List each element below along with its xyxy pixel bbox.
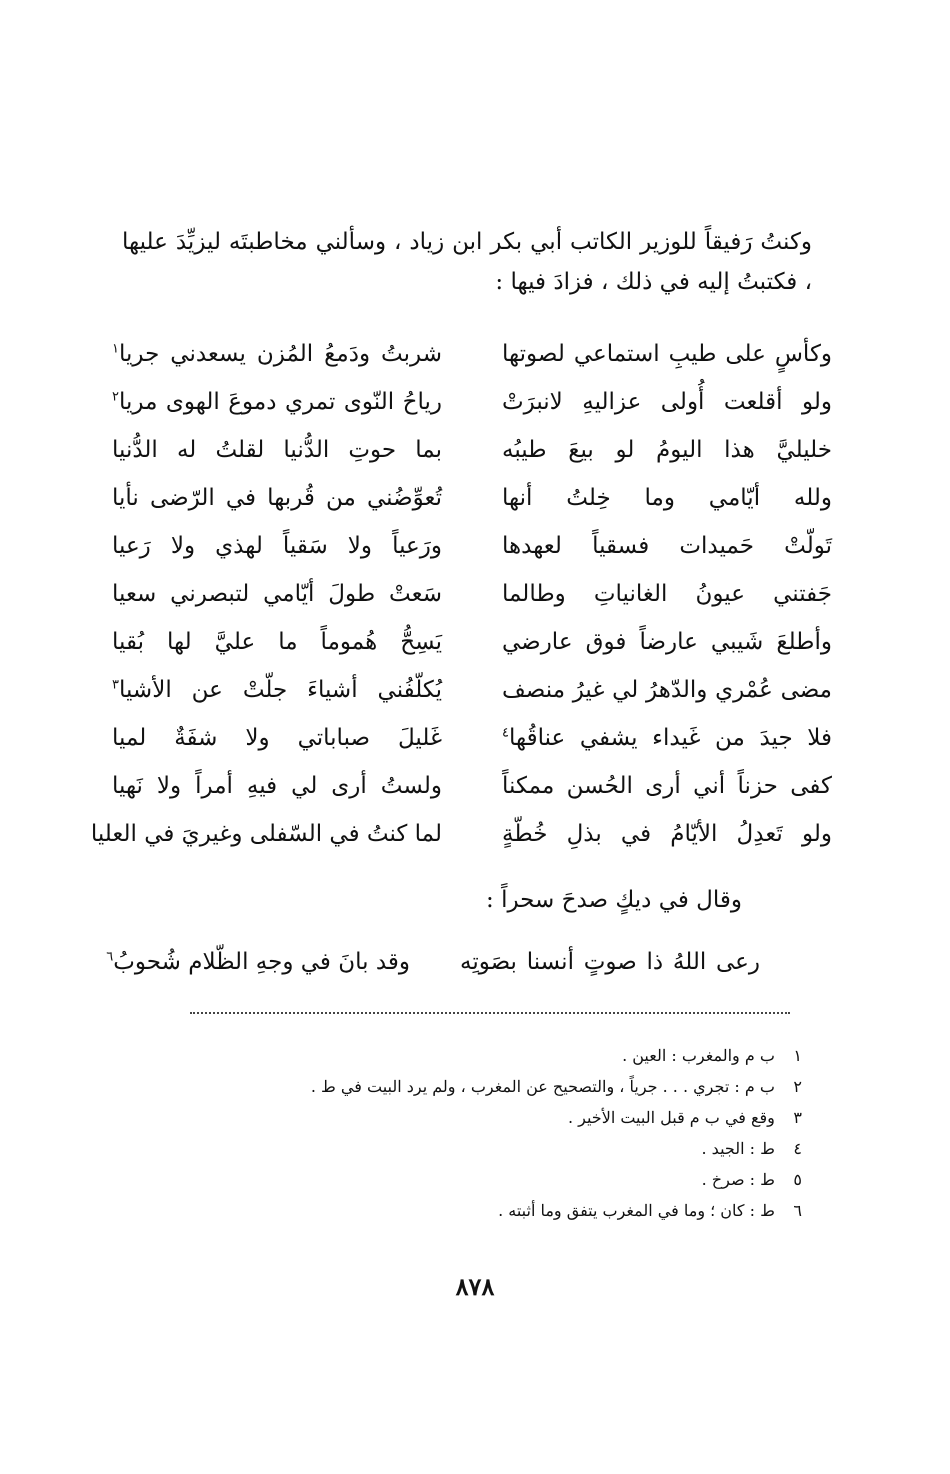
- verse-3-first-hemistich: خليليَّ هذا اليومُ لو بيعَ طيبُه: [502, 437, 832, 463]
- second-poem-second-hemistich: [106, 938, 410, 986]
- verse-3-second-hemistich: بما حوتِ الدُّنيا لقلتُ له الدُّنيا: [112, 437, 442, 463]
- verse-3: [112, 426, 832, 474]
- verse-10-first-hemistich: كفى حزناً أني أرى الحُسن ممكناً: [502, 773, 832, 799]
- footnote: [162, 1040, 802, 1071]
- verse-8: [112, 666, 832, 714]
- verse-7-first-hemistich: وأطلعَ شَيبي عارضاً فوق عارضي: [502, 629, 832, 655]
- second-poem-first-hemistich: رعى اللهُ ذا صوتٍ أنسنا بصَوتِه: [460, 949, 760, 975]
- verse-1-second-hemistich: [112, 330, 442, 378]
- second-poem-second-text: وقد بانَ في وجهِ الظّلام شُحوبُ: [113, 949, 410, 975]
- verse-11: [90, 810, 832, 858]
- footnote-number: ٢: [793, 1077, 802, 1096]
- intro-text: وكنتُ رَفيقاً للوزير الكاتب أبي بكر ابن زياد ، وسألني مخاطبتَه ليزيِّدَ عليها ، فكتبتُ إليه في ذلك ، فزادَ فيها :: [122, 229, 812, 295]
- footnote-number: ١: [793, 1046, 802, 1065]
- verse-5: [112, 522, 832, 570]
- intro-paragraph: [122, 222, 812, 302]
- verse-11-first-hemistich: ولو تَعدِلُ الأيّامُ في بذلِ خُطّةٍ: [502, 821, 832, 847]
- second-poem-intro: وقال في ديكٍ صدحَ سحراً :: [486, 887, 742, 913]
- footnote-text: ط : كان ؛ وما في المغرب يتفق وما أثبته .: [498, 1201, 775, 1220]
- footnote-ref-1: ١: [112, 341, 119, 357]
- verse-1: [112, 330, 832, 378]
- footnote-number: ٦: [793, 1201, 802, 1220]
- footnote-text: ط : صرخ .: [701, 1170, 775, 1189]
- footnote-ref-4: ٤: [502, 725, 509, 741]
- verse-2: [112, 378, 832, 426]
- verse-1-first-hemistich: وكأسٍ على طيبِ استماعي لصوتها: [502, 341, 832, 367]
- verse-7-second-hemistich: يَسِحُّ هُموماً ما عليَّ لها بُقيا: [112, 629, 442, 655]
- footnote-ref-6: ٦: [106, 949, 114, 965]
- verse-2-second-text: رياحُ النّوى تمري دموعَ الهوى مريا: [118, 389, 442, 415]
- footnote: [162, 1164, 802, 1195]
- verse-8-second-hemistich: [112, 666, 442, 714]
- verse-8-first-hemistich: مضى عُمْري والدّهرُ لي غيرُ منصف: [502, 677, 832, 703]
- verse-6-second-hemistich: سَعتْ طولَ أيّامي لتبصرني سعيا: [112, 581, 442, 607]
- second-poem-verse: [106, 938, 760, 986]
- verse-4: [112, 474, 832, 522]
- verse-6-first-hemistich: جَفتني عيونُ الغانياتِ وطالما: [502, 581, 832, 607]
- poem: [90, 330, 832, 858]
- verse-7: [112, 618, 832, 666]
- footnote-ref-2: ٢: [112, 389, 119, 405]
- verse-9: [112, 714, 832, 762]
- verse-5-first-hemistich: تَولّتْ حَميدات فسقياً لعهدها: [502, 533, 832, 559]
- footnote-text: وقع في ب م قبل البيت الأخير .: [567, 1108, 775, 1127]
- verse-4-second-hemistich: تُعوِّضُني من قُربها في الرّضى نأيا: [112, 485, 442, 511]
- verse-11-second-hemistich: لما كنتُ في السّفلى وغيريَ في العليا: [90, 821, 442, 847]
- footnote-text: ب م : تجري . . . جرياً ، والتصحيح عن المغرب ، ولم يرد البيت في ط .: [310, 1077, 775, 1096]
- page-number: ٨٧٨: [455, 1272, 495, 1301]
- verse-1-second-text: شربتُ ودَمعُ المُزن يسعدني جريا: [118, 341, 442, 367]
- verse-5-second-hemistich: ورَعياً ولا سَقياً لهذي ولا رَعيا: [112, 533, 442, 559]
- verse-10: [112, 762, 832, 810]
- footnote-number: ٥: [793, 1170, 802, 1189]
- footnote: [162, 1102, 802, 1133]
- verse-4-first-hemistich: ولله أيّامي وما خِلتُ أنها: [502, 485, 832, 511]
- verse-2-first-hemistich: ولو أقلعت أُولى عزاليهِ لانبرَتْ: [502, 389, 832, 415]
- footnote-number: ٣: [793, 1108, 802, 1127]
- footnote-ref-3: ٣: [112, 677, 119, 693]
- footnote-number: ٤: [793, 1139, 802, 1158]
- footnote: [162, 1133, 802, 1164]
- verse-2-second-hemistich: [112, 378, 442, 426]
- footnotes: [162, 1040, 802, 1226]
- verse-8-second-text: يُكلّفُني أشياءَ جلّتْ عن الأشيا: [118, 677, 442, 703]
- verse-9-second-hemistich: غَليلَ صباباتي ولا شفَةٌ لميا: [112, 725, 442, 751]
- footnote: [162, 1195, 802, 1226]
- verse-6: [112, 570, 832, 618]
- footnote-text: ب م والمغرب : العين .: [622, 1046, 775, 1065]
- footnote-text: ط : الجيد .: [701, 1139, 775, 1158]
- verse-9-first-text: فلا جيدَ من غَيداء يشفي عناقُها: [508, 725, 832, 751]
- verse-9-first-hemistich: [502, 714, 832, 762]
- verse-10-second-hemistich: ولستُ أرى لي فيهِ أمراً ولا نَهيا: [112, 773, 442, 799]
- footnote-separator: [190, 1012, 790, 1014]
- footnote: [162, 1071, 802, 1102]
